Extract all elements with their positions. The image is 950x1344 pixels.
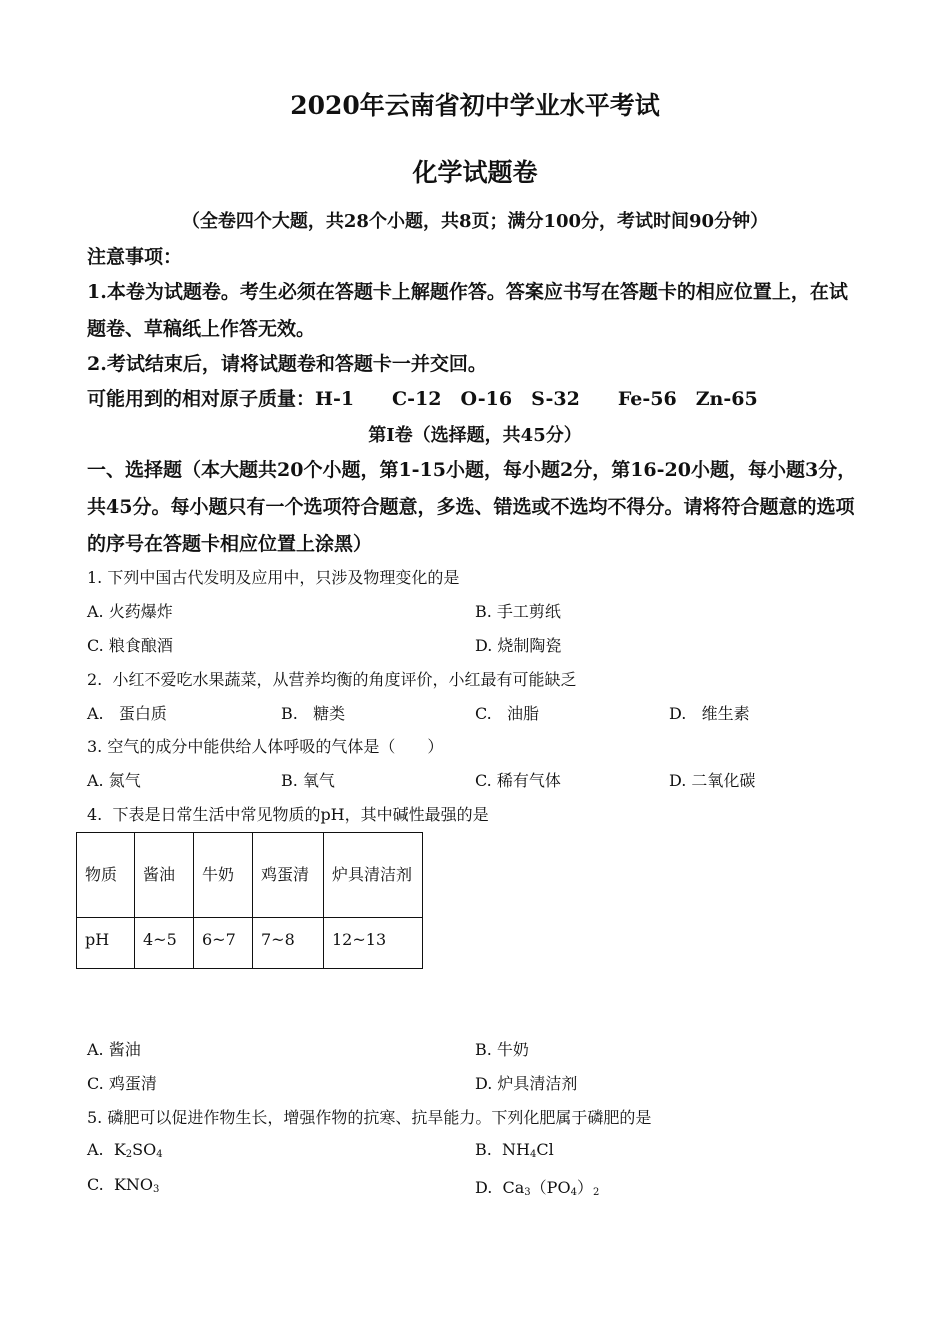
q4-stem: 4. 下表是日常生活中常见物质的pH，其中碱性最强的是 [87, 805, 489, 824]
notes-item1-line2: 题卷、草稿纸上作答无效。 [87, 318, 316, 340]
formula-part: Ca [502, 1178, 525, 1197]
part1-heading: 第Ⅰ卷（选择题，共45分） [368, 425, 582, 446]
table-cell: 鸡蛋清 [253, 833, 324, 918]
section-instructions-line2: 共45分。每小题只有一个选项符合题意，多选、错选或不选均不得分。请将符合题意的选项 [87, 496, 855, 518]
formula-part: SO [132, 1140, 157, 1159]
option-letter: C. [87, 1175, 104, 1194]
table-cell: 7~8 [253, 918, 324, 969]
table-cell: 物质 [77, 833, 135, 918]
q1-stem: 1. 下列中国古代发明及应用中，只涉及物理变化的是 [87, 568, 460, 587]
q2-option-d: D. 维生素 [669, 704, 750, 723]
q5-option-a [87, 1140, 163, 1160]
atomic-mass-line: 可能用到的相对原子质量：H-1 C-12 O-16 S-32 Fe-56 Zn-65 [87, 388, 758, 410]
formula-subscript: 4 [529, 1149, 537, 1160]
notes-heading: 注意事项： [87, 246, 183, 268]
formula-subscript: 2 [592, 1187, 600, 1198]
q3-option-d: D. 二氧化碳 [669, 771, 756, 790]
q3-option-a: A. 氮气 [87, 771, 141, 790]
exam-title: 2020年云南省初中学业水平考试 [290, 91, 660, 120]
table-cell: 牛奶 [194, 833, 253, 918]
section-instructions-line1: 一、选择题（本大题共20个小题，第1-15小题，每小题2分，第16-20小题，每小题3分， [87, 459, 857, 481]
q2-option-c: C. 油脂 [475, 704, 540, 723]
option-letter: B. [475, 1140, 492, 1159]
q4-option-b: B. 牛奶 [475, 1040, 529, 1059]
q5-option-b [475, 1140, 554, 1160]
notes-item1-line1: 1.本卷为试题卷。考生必须在答题卡上解题作答。答案应书写在答题卡的相应位置上，在试 [87, 281, 848, 303]
formula-subscript: 3 [153, 1184, 160, 1195]
table-cell: 炉具清洁剂 [324, 833, 423, 918]
formula-subscript: 4 [570, 1187, 577, 1198]
formula-part: ） [576, 1178, 593, 1197]
formula-subscript: 4 [156, 1149, 163, 1160]
formula-subscript: 3 [524, 1187, 531, 1198]
table-row [77, 918, 423, 969]
q5-stem: 5. 磷肥可以促进作物生长，增强作物的抗寒、抗旱能力。下列化肥属于磷肥的是 [87, 1108, 652, 1127]
q4-option-d: D. 炉具清洁剂 [475, 1074, 578, 1093]
table-cell: pH [77, 918, 135, 969]
formula-part: K [113, 1140, 126, 1159]
section-instructions-line3: 的序号在答题卡相应位置上涂黑） [87, 533, 373, 555]
q3-stem: 3. 空气的成分中能供给人体呼吸的气体是（ ） [87, 737, 444, 756]
formula-part: （PO [530, 1178, 571, 1197]
q3-option-b: B. 氧气 [281, 771, 335, 790]
q4-option-c: C. 鸡蛋清 [87, 1074, 157, 1093]
notes-item2: 2.考试结束后，请将试题卷和答题卡一并交回。 [87, 353, 487, 375]
table-row [77, 833, 423, 918]
q5-option-c [87, 1175, 159, 1195]
exam-meta: （全卷四个大题，共28个小题，共8页；满分100分，考试时间90分钟） [181, 211, 769, 232]
formula-part: NH [502, 1140, 530, 1159]
table-cell: 4~5 [135, 918, 194, 969]
option-letter: D. [475, 1178, 493, 1197]
q5-option-d [475, 1175, 599, 1198]
ph-table [76, 832, 423, 969]
q3-option-c: C. 稀有气体 [475, 771, 561, 790]
q1-option-d: D. 烧制陶瓷 [475, 636, 562, 655]
q2-stem: 2. 小红不爱吃水果蔬菜，从营养均衡的角度评价，小红最有可能缺乏 [87, 670, 577, 689]
q1-option-b: B. 手工剪纸 [475, 602, 561, 621]
formula-part: KNO [113, 1175, 154, 1194]
formula-part: Cl [536, 1140, 554, 1159]
table-cell: 6~7 [194, 918, 253, 969]
q1-option-c: C. 粮食酿酒 [87, 636, 173, 655]
q4-option-a: A. 酱油 [87, 1040, 141, 1059]
q1-option-a: A. 火药爆炸 [87, 602, 173, 621]
q2-option-b: B. 糖类 [281, 704, 346, 723]
option-letter: A. [87, 1140, 104, 1159]
formula-subscript: 2 [125, 1149, 133, 1160]
exam-subtitle: 化学试题卷 [412, 158, 538, 187]
table-cell: 12~13 [324, 918, 423, 969]
q2-option-a: A. 蛋白质 [87, 704, 167, 723]
table-cell: 酱油 [135, 833, 194, 918]
